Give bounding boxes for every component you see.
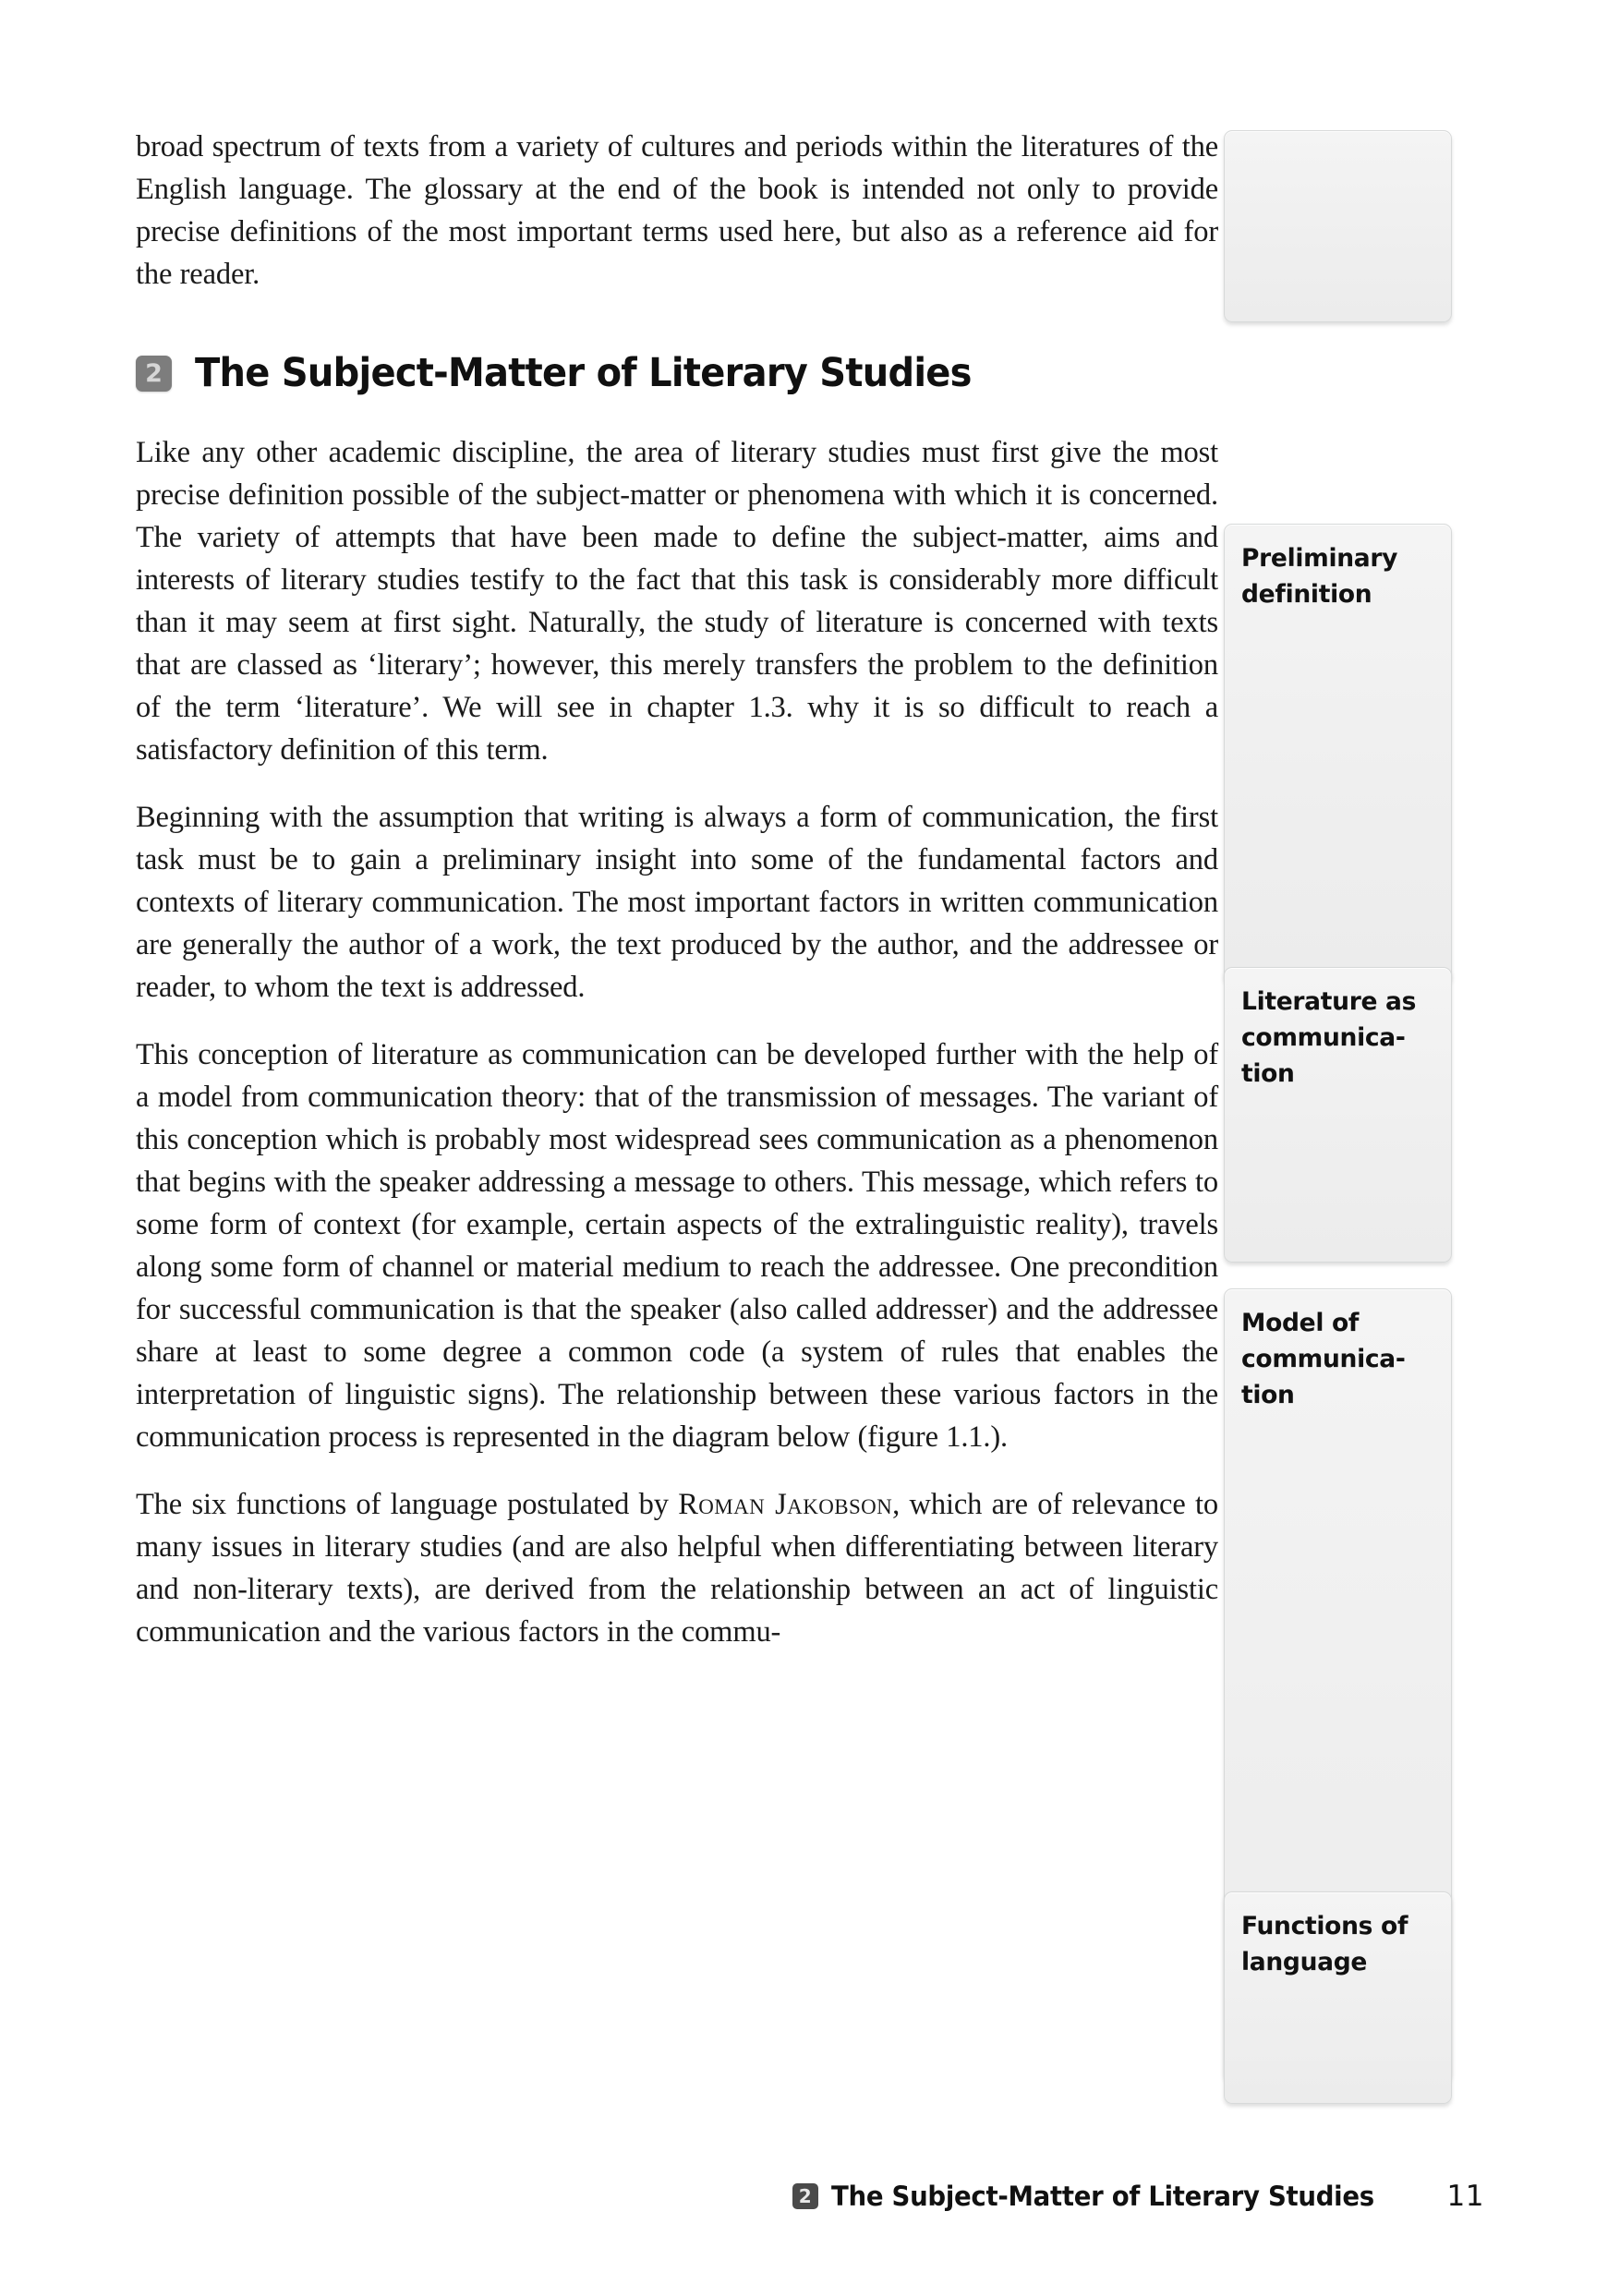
- margin-box-decorative: [1224, 130, 1452, 322]
- paragraph-4-lead: The six functions of language postulated by: [136, 1488, 679, 1522]
- margin-box-functions-of-language: [1224, 1891, 1452, 2104]
- margin-note-text-2: Literature as communica-tion: [1241, 987, 1417, 1088]
- paragraph-intro: broad spectrum of texts from a variety of cultures and periods within the literatures of the English language. The glossary at the end of the book is intended not only to provide precise definitions of the most important terms used here, but also as a reference aid for the reader.: [136, 130, 1218, 291]
- paragraph-1: Like any other academic discipline, the area of literary studies must first give the most precise definition possible of the subject-matter or phenomena with which it is concerned. The variety of attempts that have been made to define the subject-matter, aims and interests of literary studies testify to the fact that this task is considerably more difficult than it may seem at first sight. Naturally, the study of literature is concerned with texts that are classed as ‘literary’; however, this merely transfers the problem to the definition of the term ‘literature’. We will see in chapter 1.3. why it is so difficult to reach a satisfactory definition of this term.: [136, 436, 1218, 767]
- paragraph-3: This conception of literature as communication can be developed further with the help of a model from communication theory: that of the transmission of messages. The variant of this conception which is probably most widespread sees communication as a phenomenon that begins with the speaker addressing a message to others. This message, which refers to some form of context (for example, certain aspects of the extralinguistic reality), travels along some form of channel or material medium to reach the addressee. One precondition for successful communication is that the speaker (also called addresser) and the addressee share at least to some degree a common code (a system of rules that enables the interpretation of linguistic signs). The relationship between these various factors in the communication process is represented in the diagram below (figure 1.1.).: [136, 1038, 1218, 1455]
- section-number-badge: 2: [136, 356, 172, 392]
- paragraph-4-rest: , which are of relevance to many issues in literary studies (and are also helpful when differentiating between literary and non-literary texts), are derived from the relationship between an act of linguistic communication and the various factors in the commu-: [136, 1488, 1218, 1649]
- paragraph-2: Beginning with the assumption that writing is always a form of communication, the first task must be to gain a preliminary insight into some of the fundamental factors and contexts of literary communication. The most important factors in written communication are generally the author of a work, the text produced by the author, and the addressee or reader, to whom the text is addressed.: [136, 801, 1218, 1005]
- page-number: 11: [1446, 2180, 1484, 2213]
- section-heading: [136, 351, 1218, 396]
- margin-box-literature-as-communication: [1224, 967, 1452, 1263]
- footer-section-badge: 2: [792, 2183, 818, 2209]
- main-text-column: [136, 126, 1218, 1677]
- margin-box-preliminary-definition: [1224, 524, 1452, 984]
- page-footer: [136, 2180, 1484, 2213]
- section-title: The Subject-Matter of Literary Studies: [195, 350, 972, 396]
- author-name-smallcaps: Roman Jakobson: [678, 1488, 893, 1522]
- margin-note-text-4: Functions of language: [1241, 1912, 1408, 1976]
- margin-note-text-1: Preliminary definition: [1241, 544, 1398, 609]
- paragraph-4: [136, 1483, 1218, 1653]
- margin-note-text-3: Model of communica-tion: [1241, 1309, 1406, 1409]
- footer-section-title: The Subject-Matter of Literary Studies: [830, 2181, 1374, 2212]
